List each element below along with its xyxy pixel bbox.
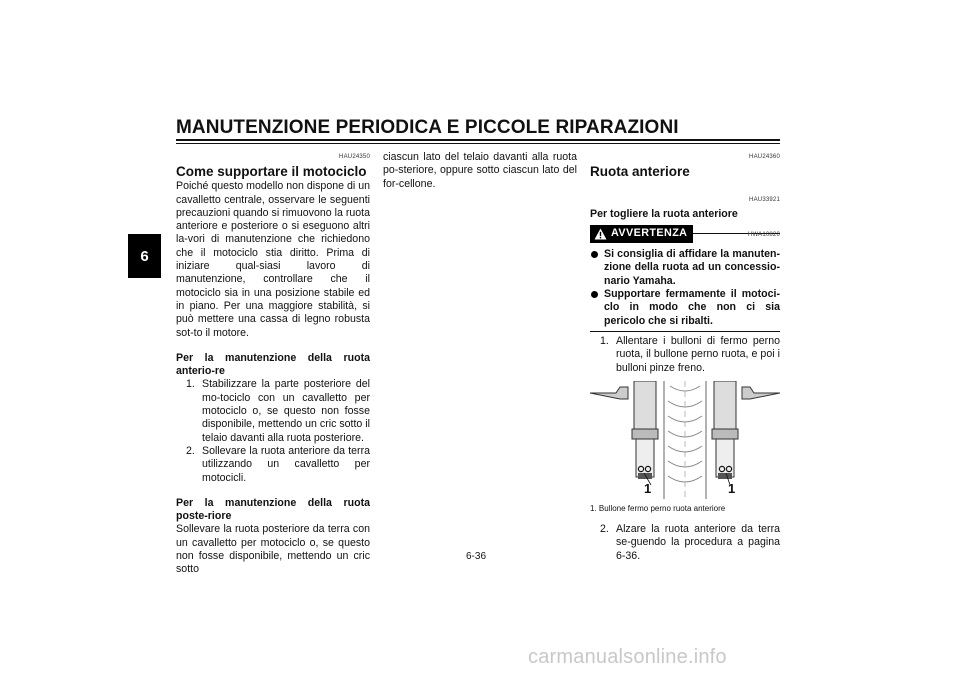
list-item: Si consiglia di affidare la manuten-zione della ruota ad un concessio-nario Yamaha. — [590, 248, 780, 288]
remove-front-wheel-subhead: Per togliere la ruota anteriore — [590, 207, 738, 220]
front-wheel-figure — [590, 381, 780, 499]
list-item: 2. Alzare la ruota anteriore da terra se-guendo la procedura a pagina 6-36. — [600, 523, 780, 562]
rear-paragraph: Sollevare la ruota posteriore da terra con un cavalletto per motociclo o, se questo non fosse disponibile, mettendo un cric sotto — [176, 523, 370, 576]
chapter-tab: 6 — [128, 234, 161, 278]
page-number: 6-36 — [466, 551, 487, 562]
steps — [590, 335, 780, 375]
steps — [590, 523, 780, 563]
title-rule-thin — [176, 143, 780, 144]
page-title: MANUTENZIONE PERIODICA E PICCOLE RIPARAZIONI — [176, 117, 679, 138]
front-wheel-illustration — [590, 381, 780, 499]
section-code: HAU24360 — [749, 154, 780, 160]
front-steps — [176, 378, 370, 484]
warning-icon — [594, 228, 607, 240]
middle-column — [383, 151, 577, 191]
figure-caption: 1. Bullone fermo perno ruota anteriore — [590, 503, 726, 513]
bullet-icon — [591, 251, 598, 258]
section-heading: Come supportare il motociclo — [176, 164, 367, 180]
warning-bullets — [590, 248, 780, 328]
section-code: HAU24350 — [339, 154, 370, 160]
list-item: Supportare fermamente il motoci-clo in modo che non ci sia pericolo che si ribalti. — [590, 288, 780, 328]
list-item: 2. Sollevare la ruota anteriore da terra utilizzando un cavalletto per motocicli. — [186, 444, 370, 484]
front-maintenance-subhead: Per la manutenzione della ruota anterio-re — [176, 351, 370, 378]
list-item: 1. Stabilizzare la parte posteriore del mo-tociclo con un cavalletto per motociclo o, se questo non fosse disponibile, mettendo un cric sotto il telaio davanti alla ruota posteriore. — [186, 378, 370, 444]
continued-paragraph: ciascun lato del telaio davanti alla ruota po-steriore, oppure sotto ciascun lato del for-cellone. — [383, 151, 577, 190]
watermark: carmanualsonline.info — [528, 646, 727, 668]
sub-code: HAU33921 — [749, 197, 780, 204]
title-rule — [176, 139, 780, 141]
intro-paragraph: Poiché questo modello non dispone di un cavalletto centrale, osservare le seguenti precauzioni quando si rimuovono la ruota anteriore e posteriore o si eseguono altri la-vori di manutenzione che richiedono che il motociclo stia diritto. Prima di iniziare qual-siasi lavoro di manutenzione, controllare che il motociclo sia in una posizione stabile ed in piano. Per una maggiore stabilità, si può mettere una cassa di legno robusta sot-to il motore. — [176, 180, 370, 339]
figure-callout-right: 1 — [728, 480, 736, 496]
warning-label: AVVERTENZA — [590, 225, 693, 243]
bullet-icon — [591, 291, 598, 298]
left-column — [176, 151, 370, 577]
rear-maintenance-subhead: Per la manutenzione della ruota poste-riore — [176, 496, 370, 523]
figure-callout-left: 1 — [644, 480, 652, 496]
warning-code: HWA10820 — [747, 231, 780, 238]
list-item: 1. Allentare i bulloni di fermo perno ruota, il bullone perno ruota, e poi i bulloni pinze freno. — [600, 334, 780, 374]
section-heading: Ruota anteriore — [590, 164, 690, 180]
right-column — [590, 151, 780, 563]
